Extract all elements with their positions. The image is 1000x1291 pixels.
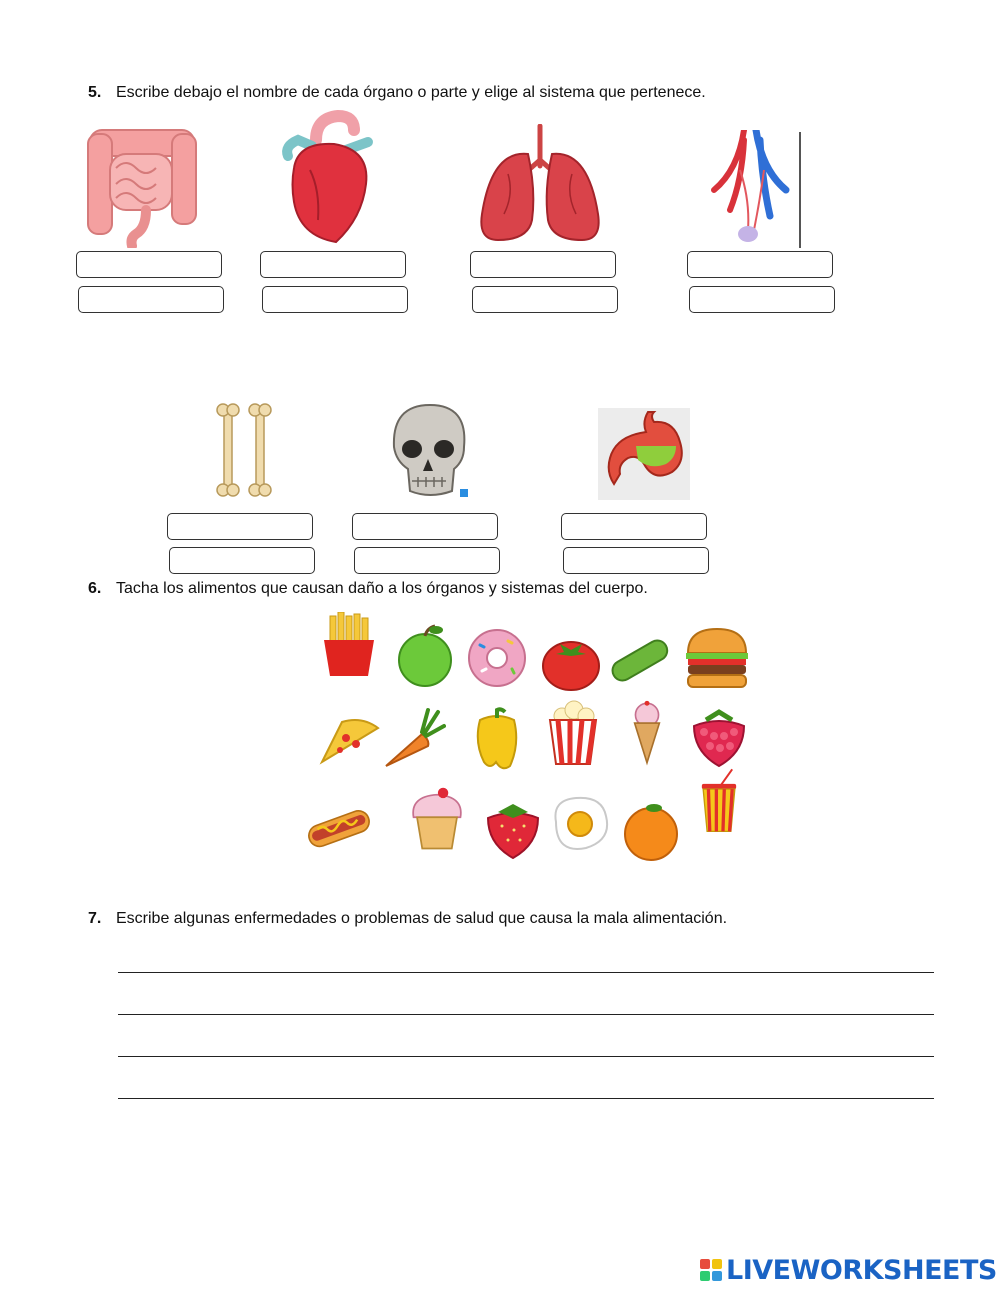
organ-5-system-field[interactable]	[169, 547, 315, 574]
answer-line[interactable]	[118, 1056, 934, 1057]
organ-3-system-field[interactable]	[472, 286, 618, 313]
cupcake-icon[interactable]	[404, 786, 470, 852]
blood-vessels-icon	[700, 130, 804, 250]
question-number: 5.	[88, 84, 102, 101]
fries-icon[interactable]	[316, 612, 382, 678]
brand-name: LIVEWORKSHEETS	[726, 1254, 997, 1286]
question-5	[88, 84, 706, 102]
raspberry-icon[interactable]	[686, 704, 752, 770]
organ-2-name-field[interactable]	[260, 251, 406, 278]
answer-line[interactable]	[118, 1098, 934, 1099]
question-text: Escribe algunas enfermedades o problemas de salud que causa la mala alimentación.	[116, 910, 728, 927]
heart-icon	[276, 110, 376, 248]
organ-3-name-field[interactable]	[470, 251, 616, 278]
cucumber-icon[interactable]	[606, 625, 672, 691]
answer-line[interactable]	[118, 1014, 934, 1015]
intestines-icon	[82, 124, 202, 248]
organ-1-name-field[interactable]	[76, 251, 222, 278]
skull-icon	[384, 403, 472, 499]
orange-icon[interactable]	[618, 796, 684, 862]
popcorn-icon[interactable]	[540, 700, 606, 766]
apple-icon[interactable]	[392, 622, 458, 688]
organ-7-name-field[interactable]	[561, 513, 707, 540]
lungs-icon	[478, 124, 602, 248]
organ-1-system-field[interactable]	[78, 286, 224, 313]
strawberry-icon[interactable]	[480, 796, 546, 862]
carrot-icon[interactable]	[380, 706, 446, 772]
organ-7-system-field[interactable]	[563, 547, 709, 574]
liveworksheets-logo	[700, 1255, 997, 1285]
organ-4-name-field[interactable]	[687, 251, 833, 278]
logo-mark-icon	[700, 1259, 722, 1281]
hotdog-icon[interactable]	[306, 794, 372, 860]
ice-cream-icon[interactable]	[614, 700, 680, 766]
organ-6-name-field[interactable]	[352, 513, 498, 540]
question-number: 6.	[88, 580, 102, 597]
organ-5-name-field[interactable]	[167, 513, 313, 540]
question-7	[88, 910, 727, 928]
organ-6-system-field[interactable]	[354, 547, 500, 574]
tomato-icon[interactable]	[538, 628, 604, 694]
answer-line[interactable]	[118, 972, 934, 973]
question-number: 7.	[88, 910, 102, 927]
pizza-icon[interactable]	[316, 706, 382, 772]
stomach-icon	[598, 408, 690, 500]
pepper-icon[interactable]	[464, 706, 530, 772]
organ-2-system-field[interactable]	[262, 286, 408, 313]
question-text: Tacha los alimentos que causan daño a los órganos y sistemas del cuerpo.	[116, 580, 648, 597]
donut-icon[interactable]	[464, 625, 530, 691]
question-text: Escribe debajo el nombre de cada órgano o parte y elige al sistema que pertenece.	[116, 84, 706, 101]
burger-icon[interactable]	[684, 625, 750, 691]
soda-icon[interactable]	[686, 768, 752, 834]
bones-icon	[214, 402, 274, 498]
question-6	[88, 580, 648, 598]
fried-egg-icon[interactable]	[546, 792, 612, 858]
organ-4-system-field[interactable]	[689, 286, 835, 313]
